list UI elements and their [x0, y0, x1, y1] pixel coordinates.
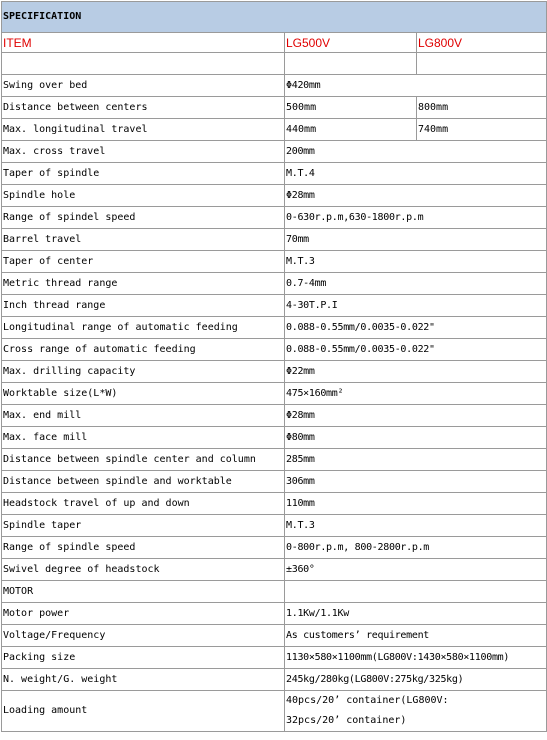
spec-row — [2, 449, 547, 471]
spec-table — [1, 1, 547, 732]
spec-value: 70mm — [285, 229, 547, 251]
spec-value: As customers’ requirement — [285, 625, 547, 647]
spec-title: SPECIFICATION — [2, 2, 547, 33]
spec-row — [2, 185, 547, 207]
spec-row — [2, 207, 547, 229]
spec-value — [285, 581, 547, 603]
spec-value: Φ420mm — [285, 75, 547, 97]
spec-value: M.T.4 — [285, 163, 547, 185]
spec-label: Distance between centers — [2, 97, 285, 119]
header-model-lg800v: LG800V — [417, 33, 547, 53]
spec-row — [2, 141, 547, 163]
spec-value: 0.088-0.55mm/0.0035-0.022" — [285, 339, 547, 361]
spec-label: Headstock travel of up and down — [2, 493, 285, 515]
spec-label: Max. end mill — [2, 405, 285, 427]
spec-row — [2, 75, 547, 97]
spec-value-lg500v: 500mm — [285, 97, 417, 119]
spec-row — [2, 383, 547, 405]
spec-label: Max. face mill — [2, 427, 285, 449]
spec-value: 285mm — [285, 449, 547, 471]
spec-row — [2, 361, 547, 383]
spec-row — [2, 273, 547, 295]
spec-row-loading — [2, 691, 547, 732]
spec-value: Φ28mm — [285, 185, 547, 207]
spec-label: Metric thread range — [2, 273, 285, 295]
spec-label: Distance between spindle center and column — [2, 449, 285, 471]
spec-label: N. weight/G. weight — [2, 669, 285, 691]
spec-value: 4-30T.P.I — [285, 295, 547, 317]
spec-row — [2, 537, 547, 559]
spec-row — [2, 229, 547, 251]
spec-label: Packing size — [2, 647, 285, 669]
spec-value: Φ80mm — [285, 427, 547, 449]
spec-label: Spindle taper — [2, 515, 285, 537]
spec-label: Loading amount — [2, 691, 285, 732]
spec-label: Spindle hole — [2, 185, 285, 207]
spec-row — [2, 251, 547, 273]
loading-line-2: 32pcs/20’ container) — [286, 715, 407, 726]
spec-label: Distance between spindle and worktable — [2, 471, 285, 493]
blank-cell — [417, 53, 547, 75]
spec-value: 475×160mm² — [285, 383, 547, 405]
spec-row — [2, 471, 547, 493]
spec-row — [2, 97, 547, 119]
spec-value: M.T.3 — [285, 251, 547, 273]
spec-value: Φ28mm — [285, 405, 547, 427]
spec-row — [2, 493, 547, 515]
spec-row — [2, 647, 547, 669]
spec-value: 0.7-4mm — [285, 273, 547, 295]
spec-label: Max. longitudinal travel — [2, 119, 285, 141]
spec-value: 1.1Kw/1.1Kw — [285, 603, 547, 625]
spec-value: 1130×580×1100mm(LG800V:1430×580×1100mm) — [285, 647, 547, 669]
spec-value: ±360° — [285, 559, 547, 581]
spec-value: 110mm — [285, 493, 547, 515]
spec-label: Taper of spindle — [2, 163, 285, 185]
spec-value: 245kg/280kg(LG800V:275kg/325kg) — [285, 669, 547, 691]
spec-label: Longitudinal range of automatic feeding — [2, 317, 285, 339]
spec-value: 0.088-0.55mm/0.0035-0.022" — [285, 317, 547, 339]
spec-value: Φ22mm — [285, 361, 547, 383]
specification-sheet — [1, 1, 546, 732]
spec-row — [2, 317, 547, 339]
spec-value-lg800v: 800mm — [417, 97, 547, 119]
spec-title-row — [2, 2, 547, 33]
spec-label: Taper of center — [2, 251, 285, 273]
spec-row — [2, 559, 547, 581]
spec-value: 0-800r.p.m, 800-2800r.p.m — [285, 537, 547, 559]
spec-label: MOTOR — [2, 581, 285, 603]
spec-label: Voltage/Frequency — [2, 625, 285, 647]
spec-row — [2, 603, 547, 625]
spec-label: Swing over bed — [2, 75, 285, 97]
spec-value: 306mm — [285, 471, 547, 493]
spec-row — [2, 119, 547, 141]
spec-row — [2, 515, 547, 537]
spec-label: Swivel degree of headstock — [2, 559, 285, 581]
spec-row — [2, 405, 547, 427]
spec-label: Motor power — [2, 603, 285, 625]
loading-line-1: 40pcs/20’ container(LG800V: — [286, 695, 449, 706]
blank-cell — [2, 53, 285, 75]
spec-label: Range of spindel speed — [2, 207, 285, 229]
spec-row — [2, 625, 547, 647]
spec-value: 200mm — [285, 141, 547, 163]
spec-value-lg500v: 440mm — [285, 119, 417, 141]
header-item: ITEM — [2, 33, 285, 53]
spec-value-lg800v: 740mm — [417, 119, 547, 141]
spec-label: Max. drilling capacity — [2, 361, 285, 383]
spec-row — [2, 339, 547, 361]
spec-row — [2, 163, 547, 185]
blank-row — [2, 53, 547, 75]
spec-label: Max. cross travel — [2, 141, 285, 163]
header-model-lg500v: LG500V — [285, 33, 417, 53]
header-row — [2, 33, 547, 53]
spec-value: 0-630r.p.m,630-1800r.p.m — [285, 207, 547, 229]
spec-label: Inch thread range — [2, 295, 285, 317]
spec-row — [2, 427, 547, 449]
spec-value: M.T.3 — [285, 515, 547, 537]
spec-row — [2, 669, 547, 691]
spec-row — [2, 581, 547, 603]
spec-row — [2, 295, 547, 317]
spec-label: Range of spindle speed — [2, 537, 285, 559]
spec-label: Cross range of automatic feeding — [2, 339, 285, 361]
spec-label: Barrel travel — [2, 229, 285, 251]
blank-cell — [285, 53, 417, 75]
spec-label: Worktable size(L*W) — [2, 383, 285, 405]
spec-value — [285, 691, 547, 732]
